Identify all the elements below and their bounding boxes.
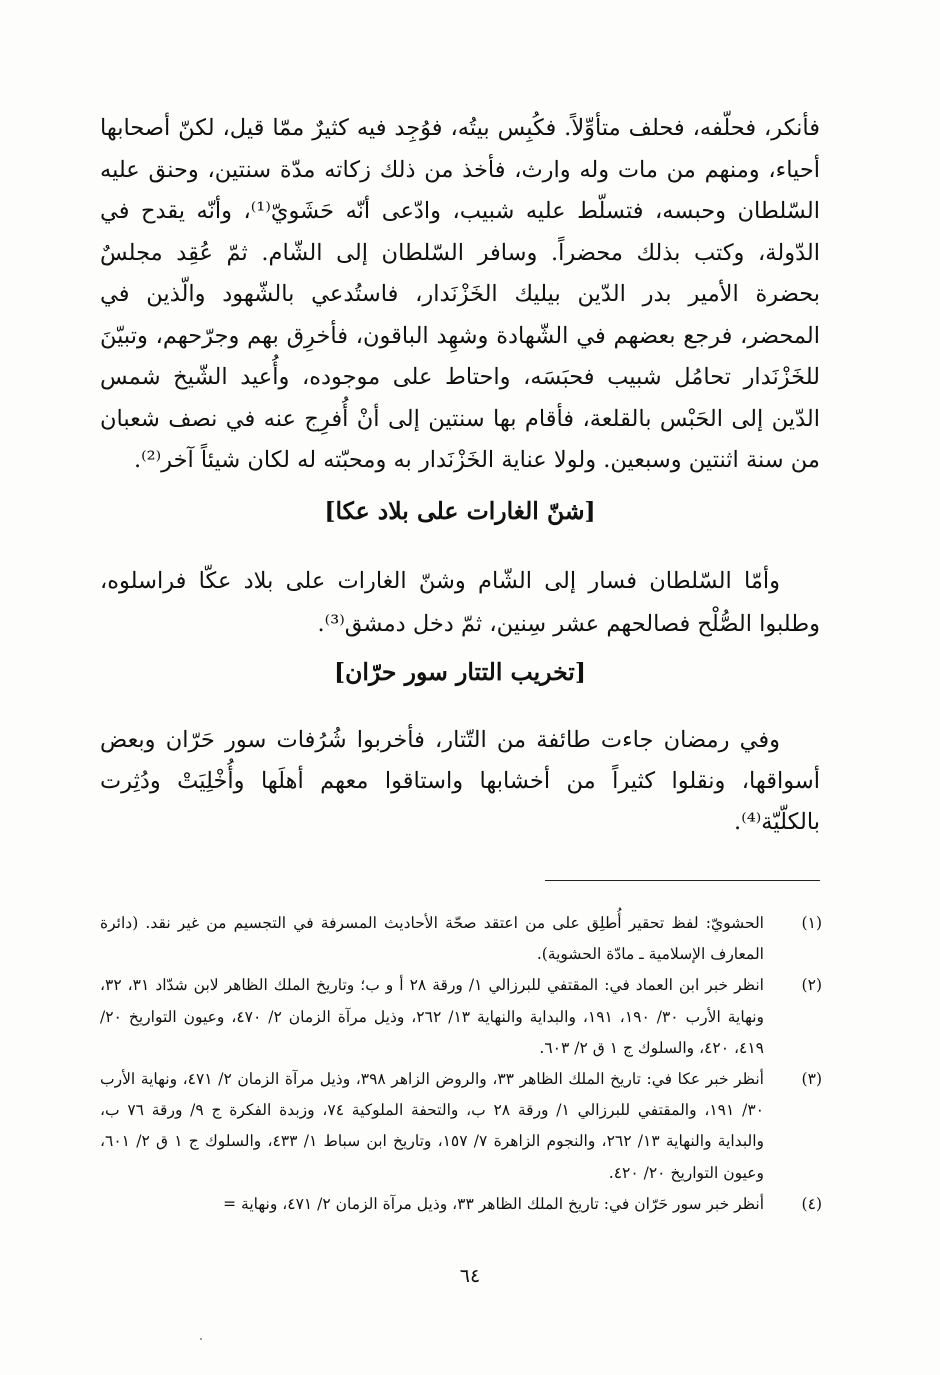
footnote-text: أنظر خبر سور حَرّان في: تاريخ الملك الظاهر ٣٣، وذيل مرآة الزمان ٢/ ٤٧١، ونهاية =	[223, 1194, 764, 1213]
footnote-number: (١)	[801, 914, 822, 932]
footnote	[100, 1189, 822, 1220]
paragraph-text: فأنكر، فحلّفه، فحلف متأوِّلاً. فكُبِس بيتُه، فوُجِد فيه كثيرٌ ممّا قيل، لكنّ أصحابها أحياء، ومنهم من مات وله وارث، فأخذ من ذلك زكاته مدّة سنتين، وحنق عليه السّلطان وحبسه، فتسلّط عليه شبيب، وادّعى أنّه حَشَويّ⁽¹⁾، وأنّه يقدح في الدّولة، وكتب بذلك محضراً. وسافر السّلطان إلى الشّام. ثمّ عُقِد مجلسٌ بحضرة الأمير بدر الدّين بيليك الخَزْنَدار، فاستُدعي بالشّهود والّذين في المحضر، فرجع بعضهم في الشّهادة وشهِد الباقون، فأخرِق بهم وجرّحهم، وتبيّنَ للخَزْنَدار تحامُل شبيب فحبَسَه، واحتاط على موجوده، وأُعيد الشّيخ شمس الدّين إلى الحَبْس بالقلعة، فأقام بها سنتين إلى أنْ أُفرِج عنه في نصف شعبان من سنة اثنتين وسبعين. ولولا عناية الخَزْنَدار به ومحبّته له لكان شيئاً آخر⁽²⁾.	[100, 115, 820, 473]
footnote-number: (٣)	[801, 1070, 822, 1089]
section-heading-harran-wall: [تخريب التتار سور حرّان]	[334, 658, 586, 686]
footnote-divider	[545, 880, 820, 881]
footnote-text: أنظر خبر عكا في: تاريخ الملك الظاهر ٣٣، والروض الزاهر ٣٩٨، وذيل مرآة الزمان ٢/ ٤٧١، ونهاية الأرب ٣٠/ ١٩١، والمقتفي للبرزالي ١/ ورقة ٢٨ ب، والتحفة الملوكية ٧٤، وزبدة الفكرة ج ٩/ ورقة ٧٦ ب، والبداية والنهاية ١٣/ ٢٦٢، والنجوم الزاهرة ٧/ ١٥٧، وتاريخ ابن سباط ١/ ٤٣٣، والسلوك ج ١ ق ٢/ ٦٠١، وعيون التواريخ ٢٠/ ٤٢٠.	[100, 1070, 765, 1182]
footnote	[100, 1064, 822, 1189]
footnote	[100, 908, 822, 970]
main-paragraph	[100, 108, 820, 482]
paragraph-harran: وفي رمضان جاءت طائفة من التّتار، فأخربوا شُرُفات سور حَرّان وبعض أسواقها، ونقلوا كثيراً من أخشابها واستاقوا معهم أهلَها وأُخْلِيَتْ ودُثِرت بالكلّيّة⁽⁴⁾.	[100, 727, 820, 835]
footnote-text: انظر خبر ابن العماد في: المقتفي للبرزالي ١/ ورقة ٢٨ أ و ب؛ وتاريخ الملك الظاهر لابن شدّاد ٣١، ٣٢، ونهاية الأرب ٣٠/ ١٩٠، ١٩١، والبداية والنهاية ١٣/ ٢٦٢، وذيل مرآة الزمان ٢/ ٤٧٠، وعيون التواريخ ٢٠/ ٤١٩، ٤٢٠، والسلوك ج ١ ق ٢/ ٦٠٣.	[100, 976, 765, 1057]
footnote-text: الحشويّ: لفظ تحقير أُطلِق على من اعتقد صحّة الأحاديث المسرفة في التجسيم من غير نقد. (دائرة المعارف الإسلامية ـ مادّة الحشوية).	[100, 914, 764, 964]
page-number: ٦٤	[459, 1265, 481, 1287]
section-heading-acre-raids: [شنّ الغارات على بلاد عكا]	[324, 497, 596, 525]
footnote-number: (٤)	[801, 1194, 822, 1213]
footnotes	[100, 908, 822, 1220]
scan-speck	[200, 1338, 202, 1340]
footnote	[100, 970, 822, 1064]
footnote-number: (٢)	[801, 976, 822, 995]
paragraph-acre: وأمّا السّلطان فسار إلى الشّام وشنّ الغارات على بلاد عكّا فراسلوه، وطلبوا الصُّلْح فصالحهم عشر سِنين، ثمّ دخل دمشق⁽³⁾.	[100, 568, 820, 637]
